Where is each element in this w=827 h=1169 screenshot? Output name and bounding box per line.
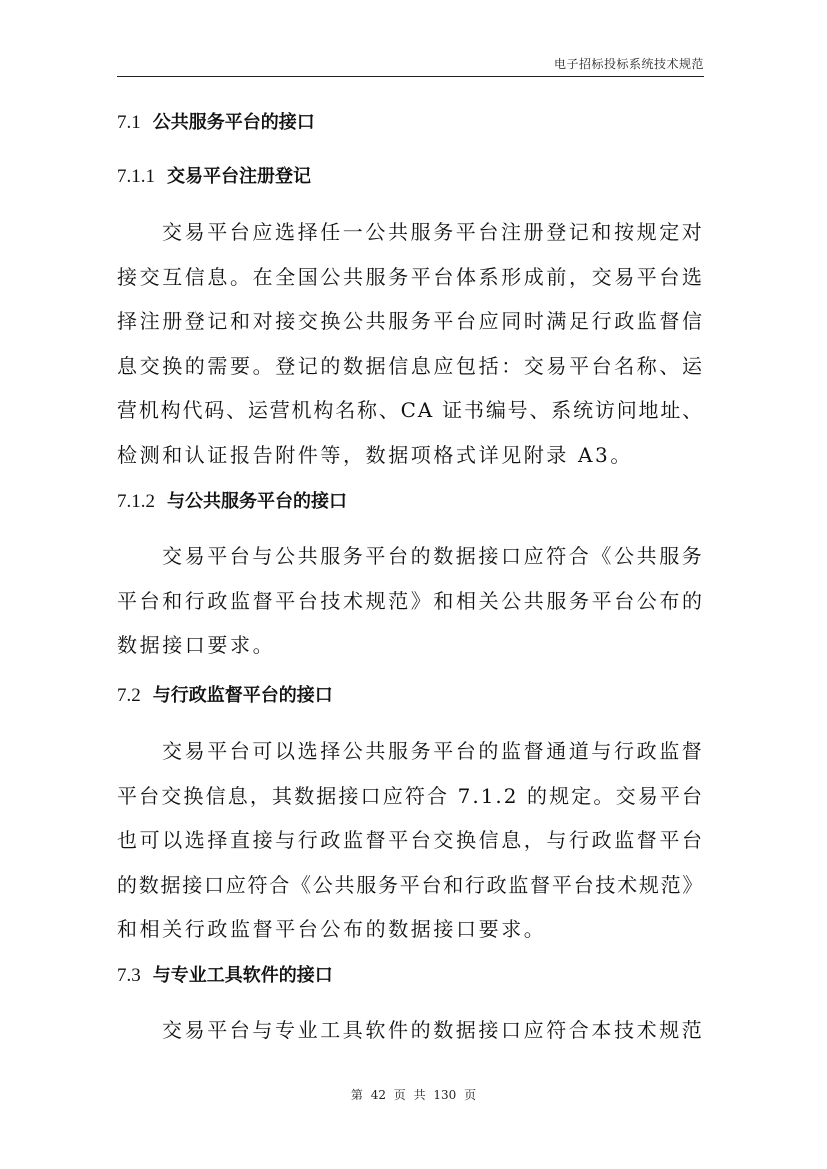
text-line: 营机构代码、运营机构名称、CA 证书编号、系统访问地址、 (117, 398, 704, 422)
paragraph-7-1-2 (117, 534, 704, 668)
text-line: 交易平台与公共服务平台的数据接口应符合《公共服务 (162, 544, 705, 568)
text-line: 息交换的需要。登记的数据信息应包括：交易平台名称、运 (117, 353, 705, 378)
paragraph-7-3 (117, 1008, 704, 1053)
paragraph-7-2 (117, 729, 704, 952)
heading-7-1 (117, 110, 315, 135)
text-line: 和相关行政监督平台公布的数据接口要求。 (117, 917, 547, 941)
text-line: 交易平台与专业工具软件的数据接口应符合本技术规范 (162, 1018, 705, 1042)
running-header: 电子招标投标系统技术规范 (553, 57, 704, 71)
heading-title: 交易平台注册登记 (167, 166, 311, 187)
header-rule (117, 76, 704, 77)
text-line: 接交互信息。在全国公共服务平台体系形成前，交易平台选 (117, 264, 705, 289)
text-line: 检测和认证报告附件等，数据项格式详见附录 A3。 (117, 442, 633, 467)
text-line: 数据接口要求。 (117, 633, 276, 657)
text-line: 择注册登记和对接交换公共服务平台应同时满足行政监督信 (117, 309, 705, 333)
heading-number: 7.2 (117, 685, 141, 706)
text-line: 的数据接口应符合《公共服务平台和行政监督平台技术规范》 (117, 872, 704, 897)
page-footer: 第 42 页 共 130 页 (350, 1088, 477, 1102)
heading-7-3 (117, 963, 333, 988)
text-line: 交易平台应选择任一公共服务平台注册登记和按规定对 (162, 220, 705, 244)
heading-title: 与行政监督平台的接口 (152, 685, 333, 706)
heading-7-2 (117, 683, 333, 708)
heading-number: 7.1 (117, 112, 141, 133)
heading-title: 与专业工具软件的接口 (152, 965, 333, 986)
heading-title: 与公共服务平台的接口 (167, 491, 347, 512)
heading-number: 7.3 (117, 965, 141, 986)
paragraph-7-1-1 (117, 210, 704, 477)
heading-number: 7.1.1 (117, 166, 155, 187)
heading-7-1-1 (117, 164, 311, 189)
heading-7-1-2 (117, 489, 347, 514)
heading-number: 7.1.2 (117, 491, 155, 512)
heading-title: 公共服务平台的接口 (152, 112, 315, 133)
text-line: 平台交换信息，其数据接口应符合 7.1.2 的规定。交易平台 (117, 783, 704, 808)
text-line: 也可以选择直接与行政监督平台交换信息，与行政监督平台 (117, 828, 705, 852)
text-line: 平台和行政监督平台技术规范》和相关公共服务平台公布的 (117, 588, 705, 613)
text-line: 交易平台可以选择公共服务平台的监督通道与行政监督 (162, 739, 705, 763)
